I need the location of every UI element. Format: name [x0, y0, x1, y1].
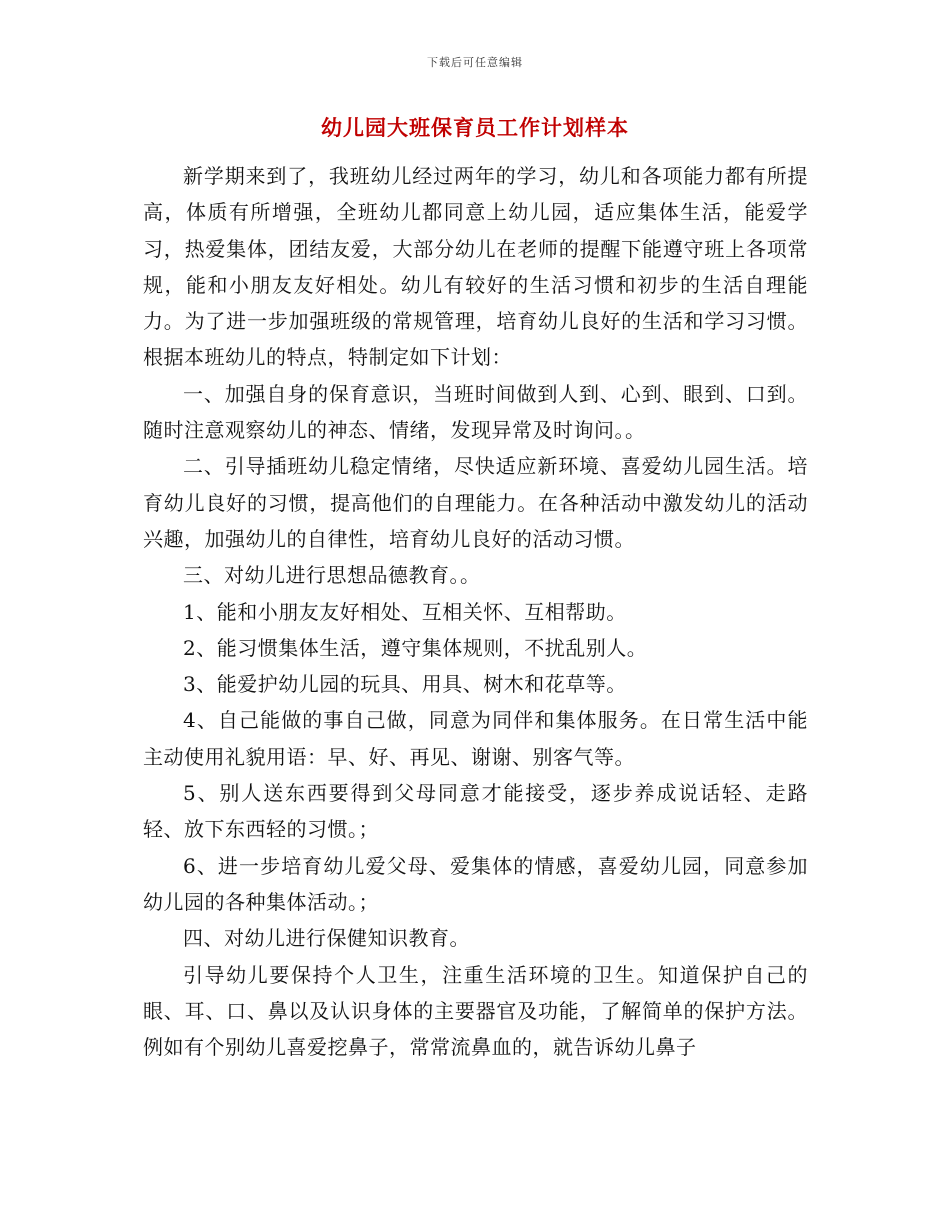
- paragraph-item-6: 6、进一步培育幼儿爱父母、爱集体的情感，喜爱幼儿园，同意参加幼儿园的各种集体活动。；: [143, 853, 808, 914]
- header-note: 下载后可任意编辑: [427, 56, 523, 69]
- paragraph-hygiene: 引导幼儿要保持个人卫生，注重生活环境的卫生。知道保护自己的眼、耳、口、鼻以及认识身体的主要器官及功能，了解简单的保护方法。例如有个别幼儿喜爱挖鼻子，常常流鼻血的，就告诉幼儿鼻子: [143, 962, 808, 1060]
- paragraph-section-2: 二、引导插班幼儿稳定情绪，尽快适应新环境、喜爱幼儿园生活。培育幼儿良好的习惯，提高他们的自理能力。在各种活动中激发幼儿的活动兴趣，加强幼儿的自律性，培育幼儿良好的活动习惯。: [143, 454, 808, 551]
- paragraph-section-1: 一、加强自身的保育意识，当班时间做到人到、心到、眼到、口到。随时注意观察幼儿的神态、情绪，发现异常及时询问。。: [143, 381, 808, 443]
- paragraph-section-4: 四、对幼儿进行保健知识教育。: [183, 926, 470, 951]
- paragraph-section-3: 三、对幼儿进行思想品德教育。。: [183, 563, 481, 588]
- paragraph-item-1: 1、能和小朋友友好相处、互相关怀、互相帮助。: [183, 599, 627, 624]
- paragraph-item-2: 2、能习惯集体生活，遵守集体规则，不扰乱别人。: [183, 635, 648, 660]
- paragraph-item-4: 4、自己能做的事自己做，同意为同伴和集体服务。在日常生活中能主动使用礼貌用语：早、好、再见、谢谢、别客气等。: [143, 708, 808, 769]
- document-body: [143, 158, 808, 1065]
- paragraph-item-3: 3、能爱护幼儿园的玩具、用具、树木和花草等。: [183, 672, 627, 697]
- paragraph-item-5: 5、别人送东西要得到父母同意才能接受，逐步养成说话轻、走路轻、放下东西轻的习惯。；: [143, 781, 808, 842]
- paragraph-intro: 新学期来到了，我班幼儿经过两年的学习，幼儿和各项能力都有所提高，体质有所增强，全班幼儿都同意上幼儿园，适应集体生活，能爱学习，热爱集体，团结友爱，大部分幼儿在老师的提醒下能遵守班上各项常规，能和小朋友友好相处。幼儿有较好的生活习惯和初步的生活自理能力。为了进一步加强班级的常规管理，培育幼儿良好的生活和学习习惯。根据本班幼儿的特点，特制定如下计划：: [143, 164, 808, 370]
- document-title: 幼儿园大班保育员工作计划样本: [321, 116, 629, 140]
